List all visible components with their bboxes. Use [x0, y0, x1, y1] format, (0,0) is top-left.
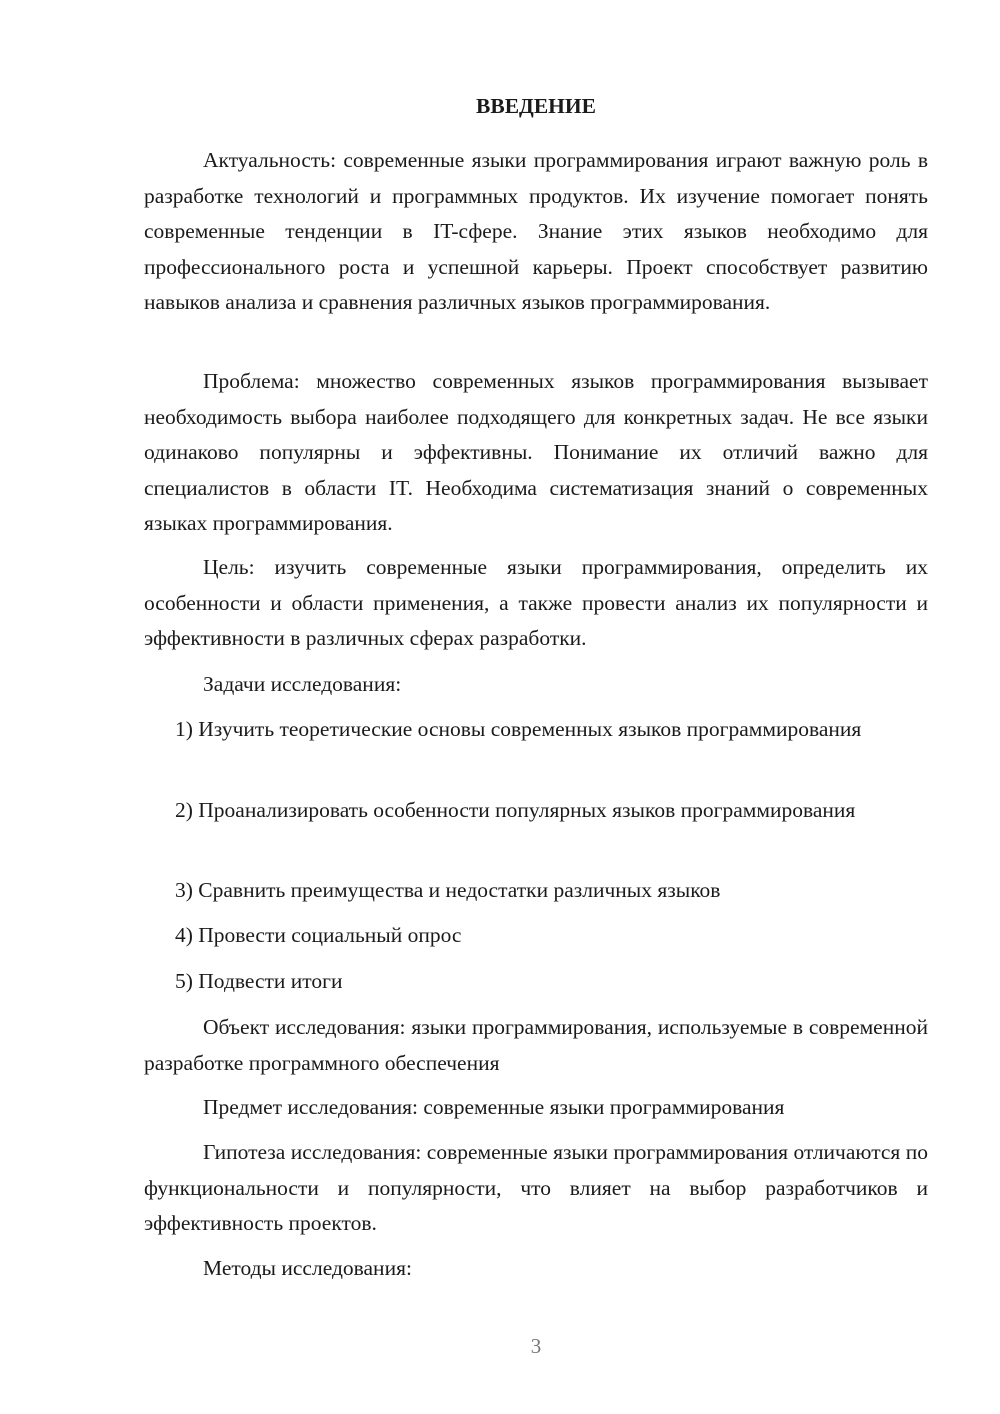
paragraph-hypothesis: Гипотеза исследования: современные языки программирования отличаются по функциональности и популярности, что влияет на выбор разработчиков и эффективность проектов. — [144, 1140, 928, 1235]
paragraph-subject: Предмет исследования: современные языки программирования — [203, 1095, 785, 1119]
task-item-4: 4) Провести социальный опрос — [175, 923, 462, 947]
page-number: 3 — [530, 1334, 542, 1358]
paragraph-relevance: Актуальность: современные языки программирования играют важную роль в разработке технологий и программных продуктов. Их изучение помогает понять современные тенденции в IT-сфере. Знание этих языков необходимо для профессионального роста и успешной карьеры. Проект способствует развитию навыков анализа и сравнения различных языков программирования. — [144, 148, 928, 314]
task-item-1: 1) Изучить теоретические основы современных языков программирования — [175, 717, 862, 741]
task-item-3: 3) Сравнить преимущества и недостатки различных языков — [175, 878, 721, 902]
section-heading: ВВЕДЕНИЕ — [476, 94, 596, 118]
paragraph-goal: Цель: изучить современные языки программирования, определить их особенности и области применения, а также провести анализ их популярности и эффективности в различных сферах разработки. — [144, 555, 928, 650]
methods-title: Методы исследования: — [203, 1256, 412, 1280]
task-item-5: 5) Подвести итоги — [175, 969, 343, 993]
paragraph-problem: Проблема: множество современных языков программирования вызывает необходимость выбора наиболее подходящего для конкретных задач. Не все языки одинаково популярны и эффективны. Понимание их отличий важно для специалистов в области IT. Необходима систематизация знаний о современных языках программирования. — [144, 369, 928, 535]
tasks-title: Задачи исследования: — [203, 672, 402, 696]
task-item-2: 2) Проанализировать особенности популярных языков программирования — [175, 798, 856, 822]
paragraph-object: Объект исследования: языки программирования, используемые в современной разработке программного обеспечения — [144, 1015, 928, 1075]
